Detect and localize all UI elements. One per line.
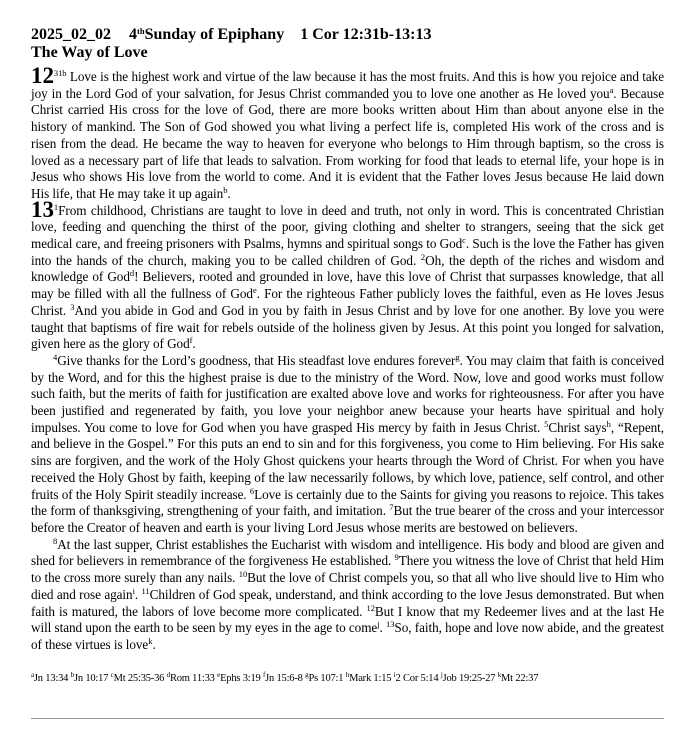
footnote: $^f$Jn 15:6-8 [262, 670, 306, 684]
header-line [31, 26, 664, 44]
footnote-marker: j [377, 619, 380, 630]
verse-number: 1 [53, 201, 59, 212]
footnote-marker: k [148, 635, 153, 646]
devotional-page [31, 26, 664, 685]
chapter-number: 13 [31, 196, 54, 222]
page-title: The Way of Love [31, 44, 148, 61]
footnote-marker: g [455, 351, 460, 362]
footnote-marker: b [223, 184, 228, 195]
verse-number: 3 [70, 301, 75, 312]
verse-number: 31b [53, 68, 67, 78]
paragraph-2: $13^1From$ childhood, Christians are taught to love in deed and truth, not only in word. This is concentrated Christian love, feeding and quenching the thirst of the poor, giving clothing and shelter to strangers, seeing that the sick get medical care, and freeing prisoners with Psalms, hymns and spiritual songs to God$^c$. Such is the love the Father has given into the hands of the church, making you to be called children of God. $^2$Oh, the depth of the riches and wisdom and knowledge of God$^d$! Believers, rooted and grounded in love, have this love of Christ that surpasses knowledge, that all may be filled with all the fullness of God$^e$. For the righteous Father publicly loves the faithful, even as He loves Jesus Christ. $^3$And you abide in God and God in you by faith in Jesus Christ and by love for one another. By love you were taught that baptisms of fire wait for rebels outside of the holiness given by Jesus. At this point you longed for salvation, given here as the glory of God$^f$. [31, 196, 664, 352]
footnote: $^b$Jn 10:17 [70, 670, 111, 684]
verse-number: 9 [394, 552, 399, 563]
verse-number: 11 [141, 585, 150, 596]
body-text [31, 63, 665, 654]
footnotes [31, 672, 664, 685]
footnote: $^g$Ps 107:1 [305, 670, 346, 684]
footnote-marker: e [252, 285, 257, 296]
footnote-marker: c [462, 235, 466, 246]
verse-number: 6 [249, 485, 255, 496]
verse-number: 5 [544, 418, 549, 429]
paragraph-3: $^4$Give thanks for the Lord’s goodness, that His steadfast love endures forever$^g$. You may claim that faith is conceived by the Word, and for this the highest praise is due to the ministry of the Word. Now, love and good works must follow such faith, but the merits of faith for justification are exalted above love and works for righteousness. For after you have been justified and regenerated by faith, you love your neighbor anew because your hearts have spiritual and holy impulses. You come to love for God when you have grasped His mercy by faith in Jesus Christ. $^5$Christ says$^h$, “Repent, and believe in the Gospel.” For this puts an end to sin and for this forgiveness, you come to Him believing. For His sake sins are forgiven, and the work of the Holy Ghost quickens your hearts through the Word of Christ. For when you have received the Holy Ghost by faith, keeping of the law necessarily follows, by which love, patience, self control, and other fruits of the Holy Spirit steadily increase. $^6$Love is certainly due to the Saints for giving you reasons to rejoice. This takes the form of thanksgiving, strengthening of your faith, and imitation. $^7$But the true bearer of the cross and your intercessor before the Creator of heaven and earth is your living Lord Jesus whose merits are bestowed on believers. [31, 351, 664, 535]
sunday-title: 4thSunday of Epiphany [129, 26, 285, 43]
verse-number: 13 [386, 619, 395, 630]
footnote: $^e$Ephs 3:19 [217, 670, 263, 684]
verse-number: 10 [238, 569, 248, 580]
verse-number: 12 [366, 602, 375, 613]
footnote-marker: f [189, 335, 193, 346]
date: 2025_02_02 [31, 26, 111, 43]
footnote: $^j$Job 19:25-27 [440, 670, 498, 684]
verse-number: 4 [53, 351, 58, 362]
chapter-number: 12 [31, 63, 54, 88]
verse-number: 2 [420, 251, 426, 262]
footer-divider [31, 718, 664, 719]
paragraph-4: $^8$At the last supper, Christ establishes the Eucharist with wisdom and intelligence. His body and blood are given and shed for believers in remembrance of the forgiveness He established. $^9$There you witness the love of Christ that held Him to the cross more surely than any nails. $^{10}$But the love of Christ compels you, so that all who live should live to Him who died and rose again$^i$. $^{11}$Children of God speak, understand, and think according to the love Jesus demonstrated. But when faith is matured, the labors of love become more complicated. $^{12}$But I know that my Redeemer lives and at the last He will stand upon the earth to be seen by my eyes in the age to come$^j$. $^{13}$So, faith, hope and love now abide, and the greatest of these virtues is love$^k$. [31, 535, 665, 652]
paragraph-1: $12^{31b}$ Love is the highest work and virtue of the law because it has the most fruits. And this is how you rejoice and take joy in the Lord God of your salvation, for Jesus Christ commanded you to love one another as He loved you$^a$. Because Christ carried His cross for the love of God, there are more books written about Him than about anyone else in the history of mankind. The Son of God showed you what living a perfect life is, completed His work of the cross and is risen from the dead. He became the way to heaven for everyone who belongs to Him through baptism, so the cross is loved as a necessary part of life that leads to salvation. From working for food that leads to eternal life, your hope is in Jesus who shows His love from the world to come. And it is evident that the Father loves Jesus because He laid down His life, that He may take it up again$^b$. [31, 63, 664, 201]
footnote: $^d$Rom 11:33 [166, 670, 218, 684]
footnote: $^k$Mt 22:37 [497, 670, 539, 684]
verse-number: 8 [53, 535, 58, 546]
footnote-marker: a [609, 84, 614, 95]
verse-number: 7 [389, 502, 394, 513]
scripture-reference: 1 Cor 12:31b-13:13 [300, 26, 432, 43]
footnote-marker: d [129, 268, 135, 279]
footnote: $^h$Mark 1:15 [345, 670, 394, 684]
footnote: $^c$Mt 25:35-36 [110, 670, 167, 684]
footnote-marker: h [606, 418, 611, 429]
footnote: $^a$Jn 13:34 [31, 670, 71, 684]
footnote-marker: i [132, 585, 135, 596]
footnote: $^i$2 Cor 5:14 [393, 670, 441, 684]
